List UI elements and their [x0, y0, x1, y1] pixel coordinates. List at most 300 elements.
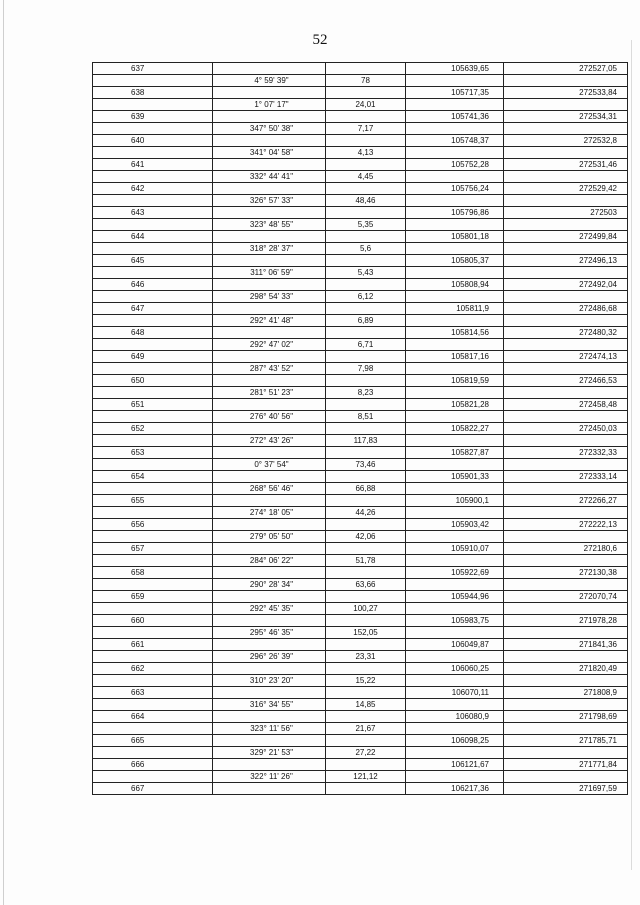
table-row-point: [93, 279, 628, 291]
coordinate-y-cell: 272499,84: [504, 231, 628, 243]
coordinate-y-cell: [504, 723, 628, 735]
bearing-angle-cell: [213, 783, 326, 795]
segment-length-cell: [326, 519, 406, 531]
segment-length-cell: 8,23: [326, 387, 406, 399]
coordinate-x-cell: 105827,87: [406, 447, 504, 459]
point-id-cell: 658: [93, 567, 213, 579]
segment-length-cell: 7,98: [326, 363, 406, 375]
coordinate-x-cell: [406, 195, 504, 207]
coordinate-y-cell: [504, 267, 628, 279]
coordinate-y-cell: 272527,05: [504, 63, 628, 75]
coordinate-x-cell: [406, 723, 504, 735]
point-id-cell: 650: [93, 375, 213, 387]
table-row-segment: [93, 723, 628, 735]
segment-length-cell: 5,35: [326, 219, 406, 231]
coordinate-x-cell: 105814,56: [406, 327, 504, 339]
segment-length-cell: [326, 63, 406, 75]
table-row-point: [93, 183, 628, 195]
bearing-angle-cell: [213, 663, 326, 675]
coordinate-y-cell: [504, 243, 628, 255]
bearing-angle-cell: 292° 45' 35": [213, 603, 326, 615]
coordinate-x-cell: 105805,37: [406, 255, 504, 267]
point-id-cell: [93, 483, 213, 495]
coordinate-y-cell: 272532,8: [504, 135, 628, 147]
coordinate-x-cell: 105910,07: [406, 543, 504, 555]
point-id-cell: 639: [93, 111, 213, 123]
coordinate-y-cell: [504, 579, 628, 591]
coordinate-x-cell: [406, 315, 504, 327]
point-id-cell: 654: [93, 471, 213, 483]
bearing-angle-cell: [213, 111, 326, 123]
coordinate-y-cell: 271978,28: [504, 615, 628, 627]
coordinate-x-cell: 105639,65: [406, 63, 504, 75]
bearing-angle-cell: 323° 11' 56": [213, 723, 326, 735]
coordinate-x-cell: 106080,9: [406, 711, 504, 723]
point-id-cell: [93, 75, 213, 87]
point-id-cell: 637: [93, 63, 213, 75]
coordinate-x-cell: 105808,94: [406, 279, 504, 291]
segment-length-cell: [326, 663, 406, 675]
bearing-angle-cell: [213, 735, 326, 747]
coordinate-y-cell: [504, 603, 628, 615]
point-id-cell: [93, 411, 213, 423]
coordinate-y-cell: [504, 75, 628, 87]
segment-length-cell: 5,6: [326, 243, 406, 255]
point-id-cell: 653: [93, 447, 213, 459]
segment-length-cell: 48,46: [326, 195, 406, 207]
segment-length-cell: [326, 135, 406, 147]
point-id-cell: [93, 507, 213, 519]
bearing-angle-cell: 310° 23' 20": [213, 675, 326, 687]
point-id-cell: [93, 339, 213, 351]
coordinate-y-cell: 272222,13: [504, 519, 628, 531]
point-id-cell: 638: [93, 87, 213, 99]
bearing-angle-cell: 268° 56' 46": [213, 483, 326, 495]
point-id-cell: [93, 555, 213, 567]
coordinate-x-cell: [406, 363, 504, 375]
segment-length-cell: 152,05: [326, 627, 406, 639]
bearing-angle-cell: [213, 351, 326, 363]
segment-length-cell: [326, 471, 406, 483]
table-row-segment: [93, 363, 628, 375]
bearing-angle-cell: 284° 06' 22": [213, 555, 326, 567]
table-row-segment: [93, 555, 628, 567]
table-row-point: [93, 111, 628, 123]
coordinate-y-cell: [504, 363, 628, 375]
bearing-angle-cell: 332° 44' 41": [213, 171, 326, 183]
table-row-point: [93, 231, 628, 243]
bearing-angle-cell: [213, 543, 326, 555]
table-row-segment: [93, 99, 628, 111]
coordinate-y-cell: [504, 147, 628, 159]
coordinate-x-cell: 105717,35: [406, 87, 504, 99]
bearing-angle-cell: [213, 279, 326, 291]
coordinate-y-cell: 272450,03: [504, 423, 628, 435]
segment-length-cell: [326, 591, 406, 603]
bearing-angle-cell: 292° 41' 48": [213, 315, 326, 327]
point-id-cell: [93, 315, 213, 327]
coordinate-x-cell: [406, 411, 504, 423]
table-row-point: [93, 303, 628, 315]
coordinate-y-cell: [504, 291, 628, 303]
coordinate-x-cell: 105822,27: [406, 423, 504, 435]
bearing-angle-cell: 290° 28' 34": [213, 579, 326, 591]
coordinates-table: [92, 62, 628, 795]
table-row-segment: [93, 459, 628, 471]
point-id-cell: 647: [93, 303, 213, 315]
bearing-angle-cell: [213, 327, 326, 339]
point-id-cell: 644: [93, 231, 213, 243]
bearing-angle-cell: [213, 639, 326, 651]
coordinate-x-cell: 106098,25: [406, 735, 504, 747]
bearing-angle-cell: 318° 28' 37": [213, 243, 326, 255]
bearing-angle-cell: [213, 567, 326, 579]
point-id-cell: [93, 123, 213, 135]
bearing-angle-cell: [213, 87, 326, 99]
point-id-cell: [93, 579, 213, 591]
segment-length-cell: [326, 759, 406, 771]
bearing-angle-cell: [213, 159, 326, 171]
coordinate-x-cell: 105741,36: [406, 111, 504, 123]
coordinate-y-cell: [504, 507, 628, 519]
coordinate-x-cell: 105817,16: [406, 351, 504, 363]
segment-length-cell: [326, 207, 406, 219]
point-id-cell: [93, 291, 213, 303]
coordinate-x-cell: 105801,18: [406, 231, 504, 243]
point-id-cell: [93, 771, 213, 783]
bearing-angle-cell: 316° 34' 55": [213, 699, 326, 711]
table-row-point: [93, 759, 628, 771]
table-row-segment: [93, 267, 628, 279]
coordinate-x-cell: [406, 291, 504, 303]
point-id-cell: [93, 195, 213, 207]
coordinate-x-cell: 106049,87: [406, 639, 504, 651]
coordinate-x-cell: [406, 75, 504, 87]
bearing-angle-cell: 296° 26' 39": [213, 651, 326, 663]
point-id-cell: [93, 531, 213, 543]
table-row-segment: [93, 75, 628, 87]
coordinate-y-cell: [504, 123, 628, 135]
segment-length-cell: [326, 711, 406, 723]
coordinate-x-cell: 105901,33: [406, 471, 504, 483]
table-row-point: [93, 63, 628, 75]
coordinate-y-cell: 272533,84: [504, 87, 628, 99]
table-row-segment: [93, 771, 628, 783]
point-id-cell: 665: [93, 735, 213, 747]
point-id-cell: [93, 243, 213, 255]
segment-length-cell: [326, 111, 406, 123]
table-row-segment: [93, 291, 628, 303]
coordinate-x-cell: 105922,69: [406, 567, 504, 579]
point-id-cell: 646: [93, 279, 213, 291]
point-id-cell: [93, 147, 213, 159]
table-row-point: [93, 543, 628, 555]
coordinate-x-cell: [406, 243, 504, 255]
table-row-segment: [93, 531, 628, 543]
table-row-point: [93, 495, 628, 507]
table-row-point: [93, 135, 628, 147]
point-id-cell: 663: [93, 687, 213, 699]
table-row-point: [93, 471, 628, 483]
table-row-point: [93, 519, 628, 531]
segment-length-cell: [326, 375, 406, 387]
bearing-angle-cell: [213, 591, 326, 603]
segment-length-cell: 14,85: [326, 699, 406, 711]
table-row-segment: [93, 171, 628, 183]
coordinate-x-cell: [406, 123, 504, 135]
segment-length-cell: 100,27: [326, 603, 406, 615]
coordinate-x-cell: 106217,36: [406, 783, 504, 795]
coordinate-x-cell: [406, 435, 504, 447]
segment-length-cell: [326, 351, 406, 363]
coordinate-y-cell: 272333,14: [504, 471, 628, 483]
point-id-cell: [93, 435, 213, 447]
coordinate-y-cell: 272534,31: [504, 111, 628, 123]
point-id-cell: [93, 747, 213, 759]
coordinate-y-cell: [504, 219, 628, 231]
coordinate-y-cell: 272130,38: [504, 567, 628, 579]
bearing-angle-cell: [213, 135, 326, 147]
segment-length-cell: 15,22: [326, 675, 406, 687]
point-id-cell: [93, 723, 213, 735]
coordinate-y-cell: 271841,36: [504, 639, 628, 651]
segment-length-cell: 66,88: [326, 483, 406, 495]
segment-length-cell: [326, 639, 406, 651]
segment-length-cell: [326, 783, 406, 795]
coordinate-y-cell: [504, 531, 628, 543]
table-row-point: [93, 399, 628, 411]
table-row-segment: [93, 147, 628, 159]
coordinate-y-cell: [504, 651, 628, 663]
segment-length-cell: 6,12: [326, 291, 406, 303]
bearing-angle-cell: 272° 43' 26": [213, 435, 326, 447]
coordinate-x-cell: 105756,24: [406, 183, 504, 195]
segment-length-cell: 121,12: [326, 771, 406, 783]
coordinate-x-cell: [406, 747, 504, 759]
coordinate-y-cell: 272503: [504, 207, 628, 219]
bearing-angle-cell: 311° 06' 59": [213, 267, 326, 279]
point-id-cell: 662: [93, 663, 213, 675]
point-id-cell: 643: [93, 207, 213, 219]
coordinate-y-cell: 272529,42: [504, 183, 628, 195]
scan-edge-right: [631, 40, 632, 870]
table-row-point: [93, 351, 628, 363]
coordinate-x-cell: [406, 387, 504, 399]
bearing-angle-cell: 0° 37' 54": [213, 459, 326, 471]
bearing-angle-cell: [213, 687, 326, 699]
table-row-point: [93, 663, 628, 675]
segment-length-cell: [326, 735, 406, 747]
table-row-point: [93, 423, 628, 435]
segment-length-cell: 21,67: [326, 723, 406, 735]
segment-length-cell: [326, 495, 406, 507]
point-id-cell: [93, 267, 213, 279]
bearing-angle-cell: 292° 47' 02": [213, 339, 326, 351]
point-id-cell: 656: [93, 519, 213, 531]
coordinate-x-cell: 105748,37: [406, 135, 504, 147]
point-id-cell: [93, 219, 213, 231]
coordinate-y-cell: 272474,13: [504, 351, 628, 363]
coordinate-x-cell: [406, 339, 504, 351]
table-row-segment: [93, 435, 628, 447]
coordinate-x-cell: 105900,1: [406, 495, 504, 507]
bearing-angle-cell: [213, 183, 326, 195]
table-row-point: [93, 687, 628, 699]
table-row-segment: [93, 387, 628, 399]
bearing-angle-cell: 322° 11' 26": [213, 771, 326, 783]
coordinate-y-cell: [504, 699, 628, 711]
segment-length-cell: [326, 327, 406, 339]
page-number: 52: [312, 32, 328, 48]
bearing-angle-cell: [213, 495, 326, 507]
coordinate-x-cell: [406, 483, 504, 495]
point-id-cell: 659: [93, 591, 213, 603]
point-id-cell: [93, 459, 213, 471]
table-row-point: [93, 375, 628, 387]
coordinate-x-cell: [406, 675, 504, 687]
table-row-segment: [93, 483, 628, 495]
segment-length-cell: [326, 159, 406, 171]
segment-length-cell: [326, 303, 406, 315]
scan-edge-left: [3, 0, 4, 905]
bearing-angle-cell: [213, 231, 326, 243]
bearing-angle-cell: 279° 05' 50": [213, 531, 326, 543]
point-id-cell: [93, 675, 213, 687]
segment-length-cell: 78: [326, 75, 406, 87]
coordinate-x-cell: 105983,75: [406, 615, 504, 627]
coordinate-y-cell: [504, 627, 628, 639]
table-row-segment: [93, 339, 628, 351]
coordinate-y-cell: [504, 195, 628, 207]
point-id-cell: [93, 699, 213, 711]
coordinate-y-cell: [504, 411, 628, 423]
coordinate-y-cell: 272531,46: [504, 159, 628, 171]
coordinate-x-cell: [406, 147, 504, 159]
bearing-angle-cell: 274° 18' 05": [213, 507, 326, 519]
bearing-angle-cell: 295° 46' 35": [213, 627, 326, 639]
coordinate-x-cell: 106060,25: [406, 663, 504, 675]
coordinate-x-cell: 105796,86: [406, 207, 504, 219]
table-row-point: [93, 255, 628, 267]
point-id-cell: [93, 651, 213, 663]
coordinate-y-cell: [504, 171, 628, 183]
coordinate-y-cell: [504, 339, 628, 351]
bearing-angle-cell: [213, 63, 326, 75]
bearing-angle-cell: [213, 255, 326, 267]
bearing-angle-cell: [213, 375, 326, 387]
coordinate-x-cell: 105811,9: [406, 303, 504, 315]
segment-length-cell: [326, 87, 406, 99]
segment-length-cell: 4,13: [326, 147, 406, 159]
bearing-angle-cell: 298° 54' 33": [213, 291, 326, 303]
segment-length-cell: [326, 399, 406, 411]
point-id-cell: 642: [93, 183, 213, 195]
point-id-cell: [93, 603, 213, 615]
table-row-segment: [93, 603, 628, 615]
coordinate-x-cell: 106070,11: [406, 687, 504, 699]
bearing-angle-cell: [213, 759, 326, 771]
bearing-angle-cell: 276° 40' 56": [213, 411, 326, 423]
coordinate-y-cell: 271771,84: [504, 759, 628, 771]
segment-length-cell: [326, 567, 406, 579]
segment-length-cell: [326, 279, 406, 291]
table-row-segment: [93, 579, 628, 591]
coordinate-y-cell: [504, 771, 628, 783]
bearing-angle-cell: [213, 519, 326, 531]
table-row-segment: [93, 195, 628, 207]
coordinate-y-cell: [504, 675, 628, 687]
bearing-angle-cell: [213, 711, 326, 723]
point-id-cell: 655: [93, 495, 213, 507]
table-row-segment: [93, 675, 628, 687]
coordinates-table-body: [93, 63, 628, 795]
coordinate-y-cell: 272458,48: [504, 399, 628, 411]
table-row-point: [93, 615, 628, 627]
coordinate-y-cell: [504, 459, 628, 471]
coordinate-x-cell: 105903,42: [406, 519, 504, 531]
coordinate-y-cell: 272480,32: [504, 327, 628, 339]
table-row-point: [93, 447, 628, 459]
bearing-angle-cell: [213, 423, 326, 435]
coordinate-y-cell: 271808,9: [504, 687, 628, 699]
segment-length-cell: [326, 231, 406, 243]
bearing-angle-cell: [213, 615, 326, 627]
segment-length-cell: [326, 183, 406, 195]
coordinate-y-cell: 272486,68: [504, 303, 628, 315]
table-row-point: [93, 567, 628, 579]
table-row-point: [93, 735, 628, 747]
point-id-cell: 640: [93, 135, 213, 147]
point-id-cell: 661: [93, 639, 213, 651]
coordinate-x-cell: [406, 219, 504, 231]
coordinate-x-cell: [406, 771, 504, 783]
segment-length-cell: 6,89: [326, 315, 406, 327]
bearing-angle-cell: 341° 04' 58": [213, 147, 326, 159]
coordinate-y-cell: 272180,6: [504, 543, 628, 555]
point-id-cell: [93, 171, 213, 183]
segment-length-cell: 23,31: [326, 651, 406, 663]
coordinate-x-cell: 105821,28: [406, 399, 504, 411]
table-row-segment: [93, 219, 628, 231]
table-row-segment: [93, 507, 628, 519]
segment-length-cell: 4,45: [326, 171, 406, 183]
point-id-cell: 660: [93, 615, 213, 627]
coordinate-x-cell: [406, 507, 504, 519]
segment-length-cell: 73,46: [326, 459, 406, 471]
coordinate-y-cell: [504, 315, 628, 327]
bearing-angle-cell: 287° 43' 52": [213, 363, 326, 375]
point-id-cell: 667: [93, 783, 213, 795]
segment-length-cell: 8,51: [326, 411, 406, 423]
coordinate-x-cell: [406, 555, 504, 567]
bearing-angle-cell: 281° 51' 23": [213, 387, 326, 399]
bearing-angle-cell: 4° 59' 39": [213, 75, 326, 87]
table-row-point: [93, 87, 628, 99]
coordinate-x-cell: 105944,96: [406, 591, 504, 603]
coordinate-y-cell: 272070,74: [504, 591, 628, 603]
coordinate-y-cell: 272466,53: [504, 375, 628, 387]
segment-length-cell: [326, 543, 406, 555]
point-id-cell: 664: [93, 711, 213, 723]
bearing-angle-cell: [213, 399, 326, 411]
table-row-point: [93, 591, 628, 603]
point-id-cell: [93, 99, 213, 111]
coordinate-x-cell: [406, 459, 504, 471]
bearing-angle-cell: [213, 303, 326, 315]
point-id-cell: 657: [93, 543, 213, 555]
bearing-angle-cell: 347° 50' 38": [213, 123, 326, 135]
coordinate-x-cell: [406, 651, 504, 663]
